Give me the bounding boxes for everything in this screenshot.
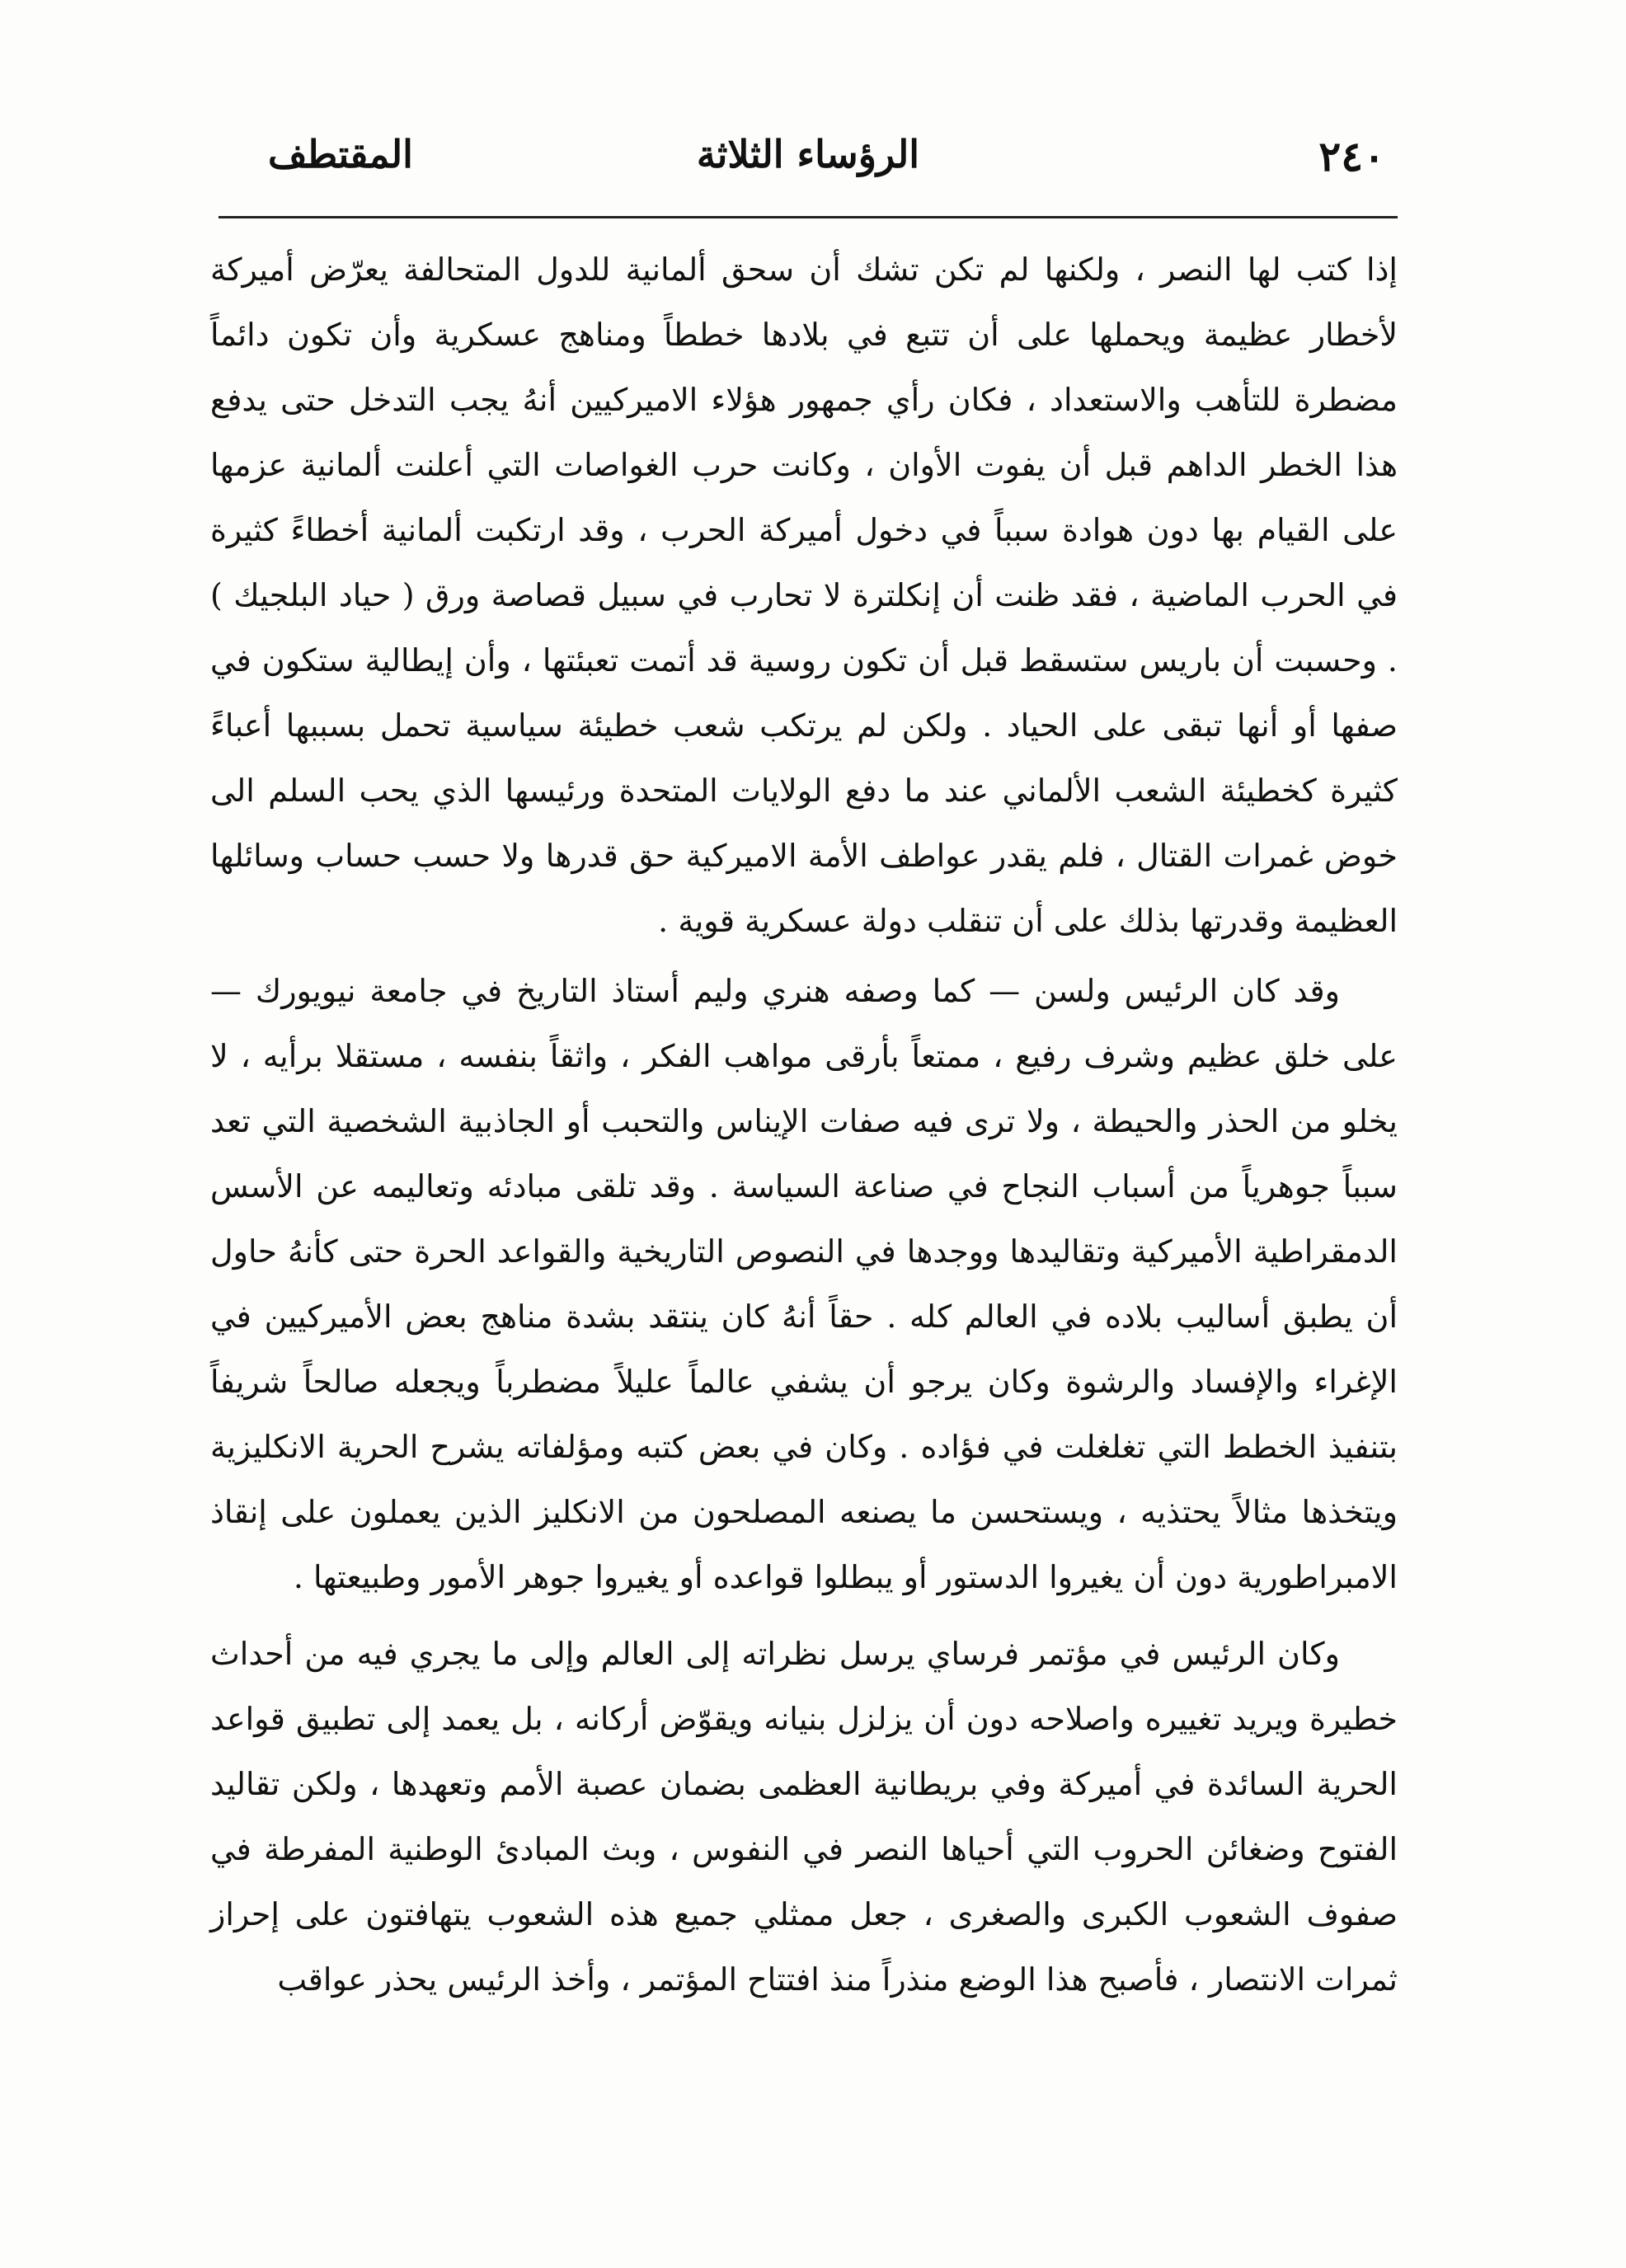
paragraph-3: وكان الرئيس في مؤتمر فرساي يرسل نظراته إلى العالم وإلى ما يجري فيه من أحداث خطيرة ويريد تغييره واصلاحه دون أن يزلزل بنيانه ويقوّض أركانه ، بل يعمد إلى تطبيق قواعد الحرية السائدة في أميركة وفي بريطانية العظمى بضمان عصبة الأمم وتعهدها ، ولكن تقاليد الفتوح وضغائن الحروب التي أحياها النصر في النفوس ، وبث المبادئ الوطنية المفرطة في صفوف الشعوب الكبرى والصغرى ، جعل ممثلي جميع هذه الشعوب يتهافتون على إحراز ثمرات الانتصار ، فأصبح هذا الوضع منذراً منذ افتتاح المؤتمر ، وأخذ الرئيس يحذر عواقب	[210, 1636, 1398, 1998]
paragraph-1: إذا كتب لها النصر ، ولكنها لم تكن تشك أن سحق ألمانية للدول المتحالفة يعرّض أميركة لأخطار عظيمة ويحملها على أن تتبع في بلادها خططاً ومناهج عسكرية وأن تكون دائماً مضطرة للتأهب والاستعداد ، فكان رأي جمهور هؤلاء الاميركيين أنهُ يجب التدخل حتى يدفع هذا الخطر الداهم قبل أن يفوت الأوان ، وكانت حرب الغواصات التي أعلنت ألمانية عزمها على القيام بها دون هوادة سبباً في دخول أميركة الحرب ، وقد ارتكبت ألمانية أخطاءً كثيرة في الحرب الماضية ، فقد ظنت أن إنكلترة لا تحارب في سبيل قصاصة ورق ( حياد البلجيك ) . وحسبت أن باريس ستسقط قبل أن تكون روسية قد أتمت تعبئتها ، وأن إيطالية ستكون في صفها أو أنها تبقى على الحياد . ولكن لم يرتكب شعب خطيئة سياسية تحمل بسببها أعباءً كثيرة كخطيئة الشعب الألماني عند ما دفع الولايات المتحدة ورئيسها الذي يحب السلم الى خوض غمرات القتال ، فلم يقدر عواطف الأمة الاميركية حق قدرها ولا حسب حساب وسائلها العظيمة وقدرتها بذلك على أن تنقلب دولة عسكرية قوية .	[210, 251, 1398, 939]
header-rule	[219, 216, 1398, 218]
journal-name: المقتطف	[268, 132, 413, 176]
body-text	[210, 237, 1398, 2012]
running-title: الرؤساء الثلاثة	[696, 132, 920, 176]
page-number: ٢٤٠	[1318, 132, 1385, 181]
paragraph-2: وقد كان الرئيس ولسن — كما وصفه هنري وليم أستاذ التاريخ في جامعة نيويورك — على خلق عظيم وشرف رفيع ، ممتعاً بأرقى مواهب الفكر ، واثقاً بنفسه ، مستقلا برأيه ، لا يخلو من الحذر والحيطة ، ولا ترى فيه صفات الإيناس والتحبب أو الجاذبية الشخصية التي تعد سبباً جوهرياً من أسباب النجاح في صناعة السياسة . وقد تلقى مبادئه وتعاليمه عن الأسس الدمقراطية الأميركية وتقاليدها ووجدها في النصوص التاريخية والقواعد الحرة حتى كأنهُ حاول أن يطبق أساليب بلاده في العالم كله . حقاً أنهُ كان ينتقد بشدة مناهج بعض الأميركيين في الإغراء والإفساد والرشوة وكان يرجو أن يشفي عالماً عليلاً مضطرباً ويجعله صالحاً شريفاً بتنفيذ الخطط التي تغلغلت في فؤاده . وكان في بعض كتبه ومؤلفاته يشرح الحرية الانكليزية ويتخذها مثالاً يحتذيه ، ويستحسن ما يصنعه المصلحون من الانكليز الذين يعملون على إنقاذ الامبراطورية دون أن يغيروا الدستور أو يبطلوا قواعده أو يغيروا جوهر الأمور وطبيعتها .	[210, 973, 1398, 1595]
page-header	[231, 124, 1385, 198]
